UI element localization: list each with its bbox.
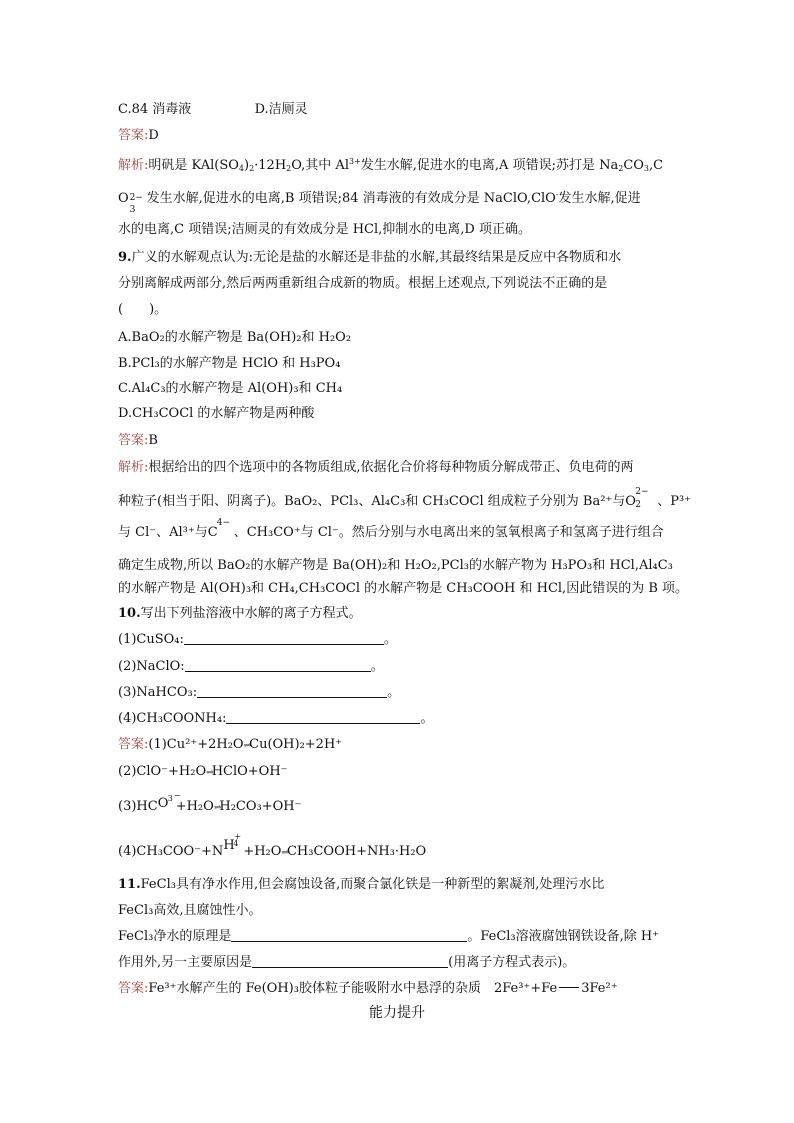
text: 作用外,另一主要原因是: [118, 955, 253, 970]
answer-blank[interactable]: [231, 928, 467, 942]
text: 发生水解,促进水的电离,A 项错误;苏打是 Na: [360, 158, 619, 173]
q10-blank-1: [118, 631, 397, 649]
text: FeCl₃具有净水作用,但会腐蚀设备,而聚合氯化铁是一种新型的絮凝剂,处理污水比: [140, 877, 605, 892]
answer-blank[interactable]: [185, 658, 371, 672]
q10-blank-4: [118, 710, 434, 728]
q10-blank-3: [118, 684, 400, 702]
q11-blank-line-2: [118, 954, 575, 972]
text: (4)CH₃COO⁻+N: [118, 844, 224, 859]
carbonate-formula: O: [118, 191, 129, 206]
q8-explanation-line-1: 解析:明矾是 $KAl(SO_4)_2\cdot 12H_2O$,其中 $Al^{3+}$发生水解,促进水的电离,A 项错误;苏打是 $Na_2CO_3,C$: [118, 157, 664, 173]
equals-arrow-icon: [559, 987, 579, 988]
q10-stem: [118, 605, 362, 623]
text: 发生水解,促进水的电离,B 项错误;84 消毒液的有效成分是 NaClO,ClO: [146, 191, 556, 206]
q8-option-c: C.84 消毒液: [118, 102, 192, 117]
q9-explanation-line-2: 种粒子(相当于阳、阴离子)。BaO₂、PCl₃、Al₄C₃和 CH₃COCl 组成粒子分别为 Ba²⁺与O 2− 2 、P³⁺: [118, 487, 692, 510]
text: +H₂O: [243, 844, 282, 859]
text: (2)ClO⁻+H₂O: [118, 764, 207, 779]
q9-option-b: B.PCl₃的水解产物是 HClO 和 H₃PO₄: [118, 356, 341, 371]
text: 分别离解成两部分,然后两两重新组合成新的物质。根据上述观点,下列说法不正确的是: [118, 276, 608, 291]
q8-answer: [118, 127, 159, 145]
q8-option-d: D.洁厕灵: [254, 102, 308, 117]
q11-stem-line-1: [118, 876, 604, 894]
q9-explanation-line-3: 与 Cl⁻、Al³⁺与C 4− 、CH₃CO⁺与 Cl⁻。然后分别与水电离出来的氢氧根离子和氢离子进行组合: [118, 518, 664, 540]
q9-option-c: C.Al₄C₃的水解产物是 Al(OH)₃和 CH₄: [118, 381, 343, 396]
text: 写出下列盐溶液中水解的离子方程式。: [140, 606, 362, 621]
reversible-arrow-icon: ⇌: [213, 804, 220, 812]
text: +H₂O: [175, 799, 214, 814]
q10-answer-4: (4)CH₃COO⁻+NH 4 + +H₂O⇌CH₃COOH+NH₃·H₂O: [118, 832, 427, 859]
text: 根据给出的四个选项中的各物质组成,依据化合价将每种物质分解成带正、负电荷的两: [148, 460, 634, 475]
text: 。: [387, 685, 401, 700]
text: (用离子方程式表示)。: [448, 955, 576, 970]
text: (1)CuSO₄:: [118, 632, 184, 647]
q9-explanation-line-5: 的水解产物是 Al(OH)₃和 CH₄,CH₃COCl 的水解产物是 CH₃COOH 和 HCl,因此错误的为 B 项。: [118, 581, 689, 596]
text: 发生水解,促进: [558, 191, 641, 206]
q8-options-cd: [118, 101, 308, 119]
text: ·12H: [254, 158, 287, 173]
answer-value: D: [148, 128, 159, 143]
question-number: 10.: [118, 606, 141, 621]
q9-option-a: A.BaO₂的水解产物是 Ba(OH)₂和 H₂O₂: [118, 330, 352, 345]
text: 种粒子(相当于阳、阴离子)。BaO₂、PCl₃、Al₄C₃和 CH₃COCl 组成粒子分别为 Ba²⁺与: [118, 494, 626, 509]
text: 水的电离,C 项错误;洁厕灵的有效成分是 HCl,抑制水的电离,D 项正确。: [118, 222, 531, 237]
text: ,C: [649, 158, 664, 173]
answer-blank[interactable]: [252, 954, 448, 968]
q11-stem-line-2: FeCl₃高效,且腐蚀性小。: [118, 903, 262, 918]
q9-explanation-line-1: [118, 459, 634, 477]
text: Fe³⁺水解产生的 Fe(OH)₃胶体粒子能吸附水中悬浮的杂质 2Fe³⁺+Fe: [148, 981, 558, 996]
text: CH₃COOH+NH₃·H₂O: [286, 844, 427, 859]
q8-explanation-line-3: [118, 221, 531, 239]
text: 。: [420, 711, 434, 726]
answer-label: 答案:: [118, 737, 149, 752]
reversible-arrow-icon: ⇌: [281, 849, 287, 857]
answer-label: 答案:: [118, 981, 149, 996]
answer-blank[interactable]: [226, 710, 420, 724]
q9-stem-line-3: [118, 301, 167, 319]
text: CO: [623, 158, 644, 173]
q9-explanation-line-4: 确定生成物,所以 BaO₂的水解产物是 Ba(OH)₂和 H₂O₂,PCl₃的水解产物为 H₃PO₃和 HCl,Al₄C₃: [118, 558, 673, 573]
q10-answer-2: [118, 763, 288, 782]
answer-label: 答案:: [118, 433, 149, 448]
q11-answer: [118, 980, 618, 998]
text: 3+: [348, 157, 361, 166]
text: 与 Cl⁻、Al³⁺与: [118, 525, 208, 540]
text: ( )。: [118, 302, 168, 317]
q9-stem-line-1: [118, 249, 621, 267]
q10-answer-1: [118, 736, 342, 755]
reversible-arrow-icon: ⇌: [206, 769, 212, 777]
text: H₂CO₃+OH⁻: [219, 799, 302, 814]
section-heading: 能力提升: [369, 1005, 425, 1021]
text: 3Fe²⁺: [581, 981, 618, 996]
text: (1)Cu²⁺+2H₂O: [148, 737, 244, 752]
text: 广义的水解观点认为:无论是盐的水解还是非盐的水解,其最终结果是反应中各物质和水: [131, 250, 622, 265]
text: Cu(OH)₂+2H⁺: [249, 737, 343, 752]
q10-answer-3: (3)HCO 3 − +H₂O⇌H₂CO₃+OH⁻: [118, 791, 302, 814]
text: -: [555, 190, 559, 199]
question-number: 11.: [118, 877, 141, 892]
q9-option-d: D.CH₃COCl 的水解产物是两种酸: [118, 406, 315, 421]
text: HClO+OH⁻: [211, 764, 288, 779]
q9-stem-line-2: [118, 275, 607, 293]
text: 明矾是 KAl(SO: [148, 158, 239, 173]
text: (4)CH₃COONH₄:: [118, 711, 227, 726]
answer-value: B: [148, 433, 158, 448]
reversible-arrow-icon: ⇌: [243, 742, 250, 750]
answer-blank[interactable]: [184, 631, 384, 645]
text: 、CH₃CO⁺与 Cl⁻。然后分别与水电离出来的氢氧根离子和氢离子进行组合: [233, 525, 664, 540]
text: 。: [370, 659, 384, 674]
text: (3)HC: [118, 799, 158, 814]
answer-blank[interactable]: [197, 684, 387, 698]
text: 。: [383, 632, 397, 647]
text: 、P³⁺: [657, 494, 692, 509]
answer-label: 答案:: [118, 128, 149, 143]
explanation-label: 解析:: [118, 460, 149, 475]
question-number: 9.: [118, 250, 132, 265]
explanation-label: 解析:: [118, 158, 149, 173]
q10-blank-2: [118, 658, 384, 676]
text: 。FeCl₃溶液腐蚀钢铁设备,除 H⁺: [467, 929, 660, 944]
text: (2)NaClO:: [118, 659, 185, 674]
q8-explanation-line-2: O 2− 3 发生水解,促进水的电离,B 项错误;84 消毒液的有效成分是 NaClO,ClO-发生水解,促进: [118, 190, 641, 215]
text: FeCl₃净水的原理是: [118, 929, 232, 944]
text: (3)NaHCO₃:: [118, 685, 198, 700]
q11-blank-line-1: [118, 928, 659, 946]
text: O,其中 Al: [291, 158, 349, 173]
q9-answer: [118, 432, 158, 450]
text: ): [243, 158, 250, 173]
